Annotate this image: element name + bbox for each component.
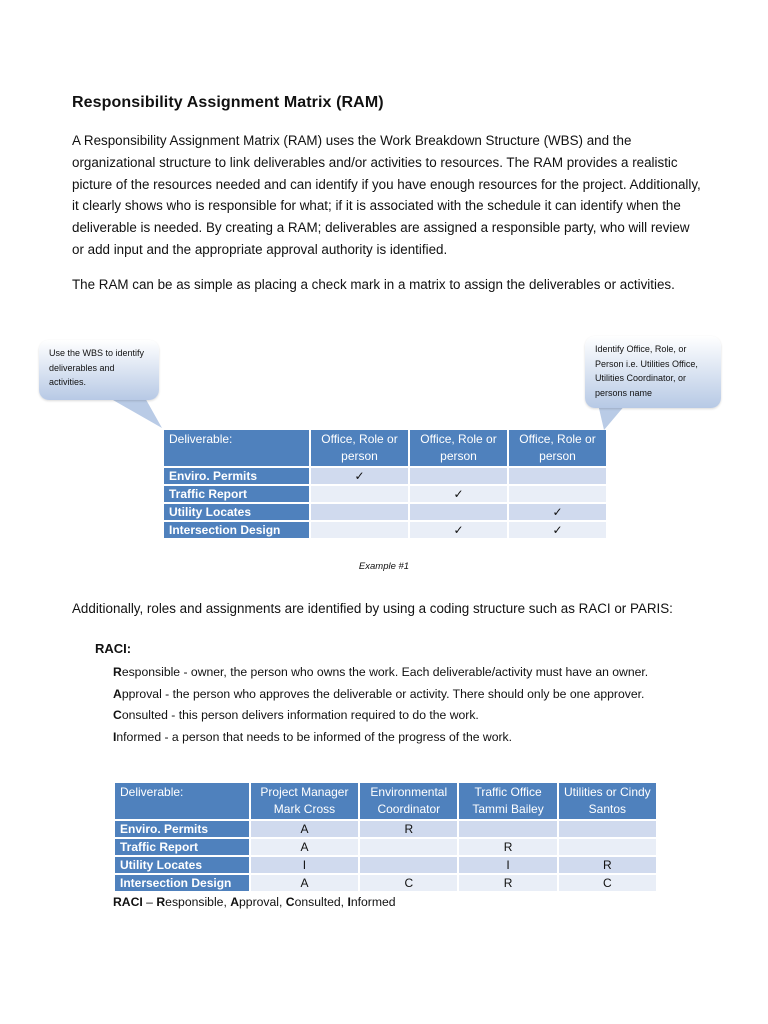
check-mark-cell: ✓: [311, 468, 408, 484]
raci-cell: [459, 821, 556, 837]
intro-paragraph: A Responsibility Assignment Matrix (RAM) uses the Work Breakdown Structure (WBS) and the organizational structure to link deliverables and/or activities to resources. The RAM provides a realistic picture of the resources needed and can identify if you have enough resources for the project. Additionally, it clearly shows who is responsible for what; if it is associated with the schedule it can identify when the deliverable is needed. By creating a RAM; deliverables are assigned a responsible party, who will review or add input and the appropriate approval authority is identified.: [72, 133, 701, 257]
row-label: Intersection Design: [164, 522, 309, 538]
legend-word: pproval,: [239, 895, 286, 909]
column-header: Environmental Coordinator: [360, 783, 457, 819]
check-mark-paragraph: The RAM can be as simple as placing a check mark in a matrix to assign the deliverables or activities.: [72, 277, 675, 292]
check-mark-cell: ✓: [410, 486, 507, 502]
raci-item-consulted: [113, 705, 713, 727]
raci-cell: R: [360, 821, 457, 837]
check-mark-cell: ✓: [509, 504, 606, 520]
check-mark-cell: [311, 486, 408, 502]
check-mark-cell: [311, 522, 408, 538]
column-header: Deliverable:: [115, 783, 249, 819]
raci-cell: A: [251, 821, 358, 837]
table-row: [115, 875, 656, 891]
raci-definition: esponsible - owner, the person who owns the work. Each deliverable/activity must have an owner.: [121, 665, 649, 679]
column-header: Office, Role or person: [509, 430, 606, 466]
raci-letter: C: [113, 708, 122, 722]
row-label: Traffic Report: [164, 486, 309, 502]
table-row: [164, 522, 606, 538]
raci-definition: pproval - the person who approves the deliverable or activity. There should only be one approver.: [121, 686, 645, 701]
raci-cell: A: [251, 839, 358, 855]
callout-left-tail: [100, 396, 170, 432]
legend-word: nformed: [350, 895, 396, 909]
column-header: Traffic Office Tammi Bailey: [459, 783, 556, 819]
raci-cell: C: [360, 875, 457, 891]
ram-example-table: [162, 428, 608, 540]
raci-item-approval: [113, 684, 713, 706]
callout-right: Identify Office, Role, or Person i.e. Utilities Office, Utilities Coordinator, or persons name: [585, 336, 721, 408]
page-title: Responsibility Assignment Matrix (RAM): [72, 94, 384, 111]
check-mark-cell: [410, 468, 507, 484]
table-row: [115, 839, 656, 855]
check-mark-cell: [311, 504, 408, 520]
table-row: [115, 857, 656, 873]
check-mark-cell: ✓: [509, 522, 606, 538]
table-caption: Example #1: [358, 561, 410, 572]
column-header: Deliverable:: [164, 430, 309, 466]
raci-cell: [559, 821, 656, 837]
raci-cell: [360, 857, 457, 873]
column-header: Utilities or Cindy Santos: [559, 783, 656, 819]
row-label: Utility Locates: [164, 504, 309, 520]
raci-letter: R: [113, 665, 122, 679]
column-header: Office, Role or person: [311, 430, 408, 466]
row-label: Enviro. Permits: [115, 821, 249, 837]
raci-definition: onsulted - this person delivers information required to do the work.: [121, 708, 479, 722]
legend-letter: A: [230, 895, 240, 909]
check-mark-cell: [509, 468, 606, 484]
raci-cell: I: [251, 857, 358, 873]
raci-table: [113, 781, 658, 893]
table-row: [164, 486, 606, 502]
table-row: [115, 821, 656, 837]
raci-cell: R: [559, 857, 656, 873]
legend-dash: –: [142, 895, 157, 909]
table-row: [164, 504, 606, 520]
legend-word: esponsible,: [165, 895, 231, 909]
raci-cell: [559, 839, 656, 855]
raci-cell: R: [459, 839, 556, 855]
raci-cell: A: [251, 875, 358, 891]
callout-left: Use the WBS to identify deliverables and activities.: [39, 340, 159, 400]
legend-letter: C: [285, 895, 295, 909]
legend-prefix: RACI: [113, 895, 143, 909]
row-label: Utility Locates: [115, 857, 249, 873]
raci-definition: nformed - a person that needs to be informed of the progress of the work.: [116, 729, 513, 744]
legend-word: onsulted,: [294, 895, 348, 909]
legend-letter: I: [347, 895, 351, 909]
raci-item-responsible: [113, 662, 713, 684]
raci-item-informed: [113, 727, 713, 749]
raci-cell: [360, 839, 457, 855]
check-mark-cell: [410, 504, 507, 520]
column-header: Project Manager Mark Cross: [251, 783, 358, 819]
column-header: Office, Role or person: [410, 430, 507, 466]
coding-structure-paragraph: Additionally, roles and assignments are identified by using a coding structure such as RACI or PARIS:: [72, 601, 673, 616]
raci-cell: C: [559, 875, 656, 891]
raci-cell: R: [459, 875, 556, 891]
raci-letter: I: [113, 729, 117, 744]
raci-cell: I: [459, 857, 556, 873]
row-label: Traffic Report: [115, 839, 249, 855]
table-row: [164, 468, 606, 484]
raci-definitions: [113, 662, 713, 748]
raci-letter: A: [113, 686, 122, 701]
raci-legend: [113, 895, 396, 909]
check-mark-cell: ✓: [410, 522, 507, 538]
raci-heading: RACI:: [95, 641, 132, 656]
legend-letter: R: [156, 895, 166, 909]
row-label: Enviro. Permits: [164, 468, 309, 484]
check-mark-cell: [509, 486, 606, 502]
row-label: Intersection Design: [115, 875, 249, 891]
